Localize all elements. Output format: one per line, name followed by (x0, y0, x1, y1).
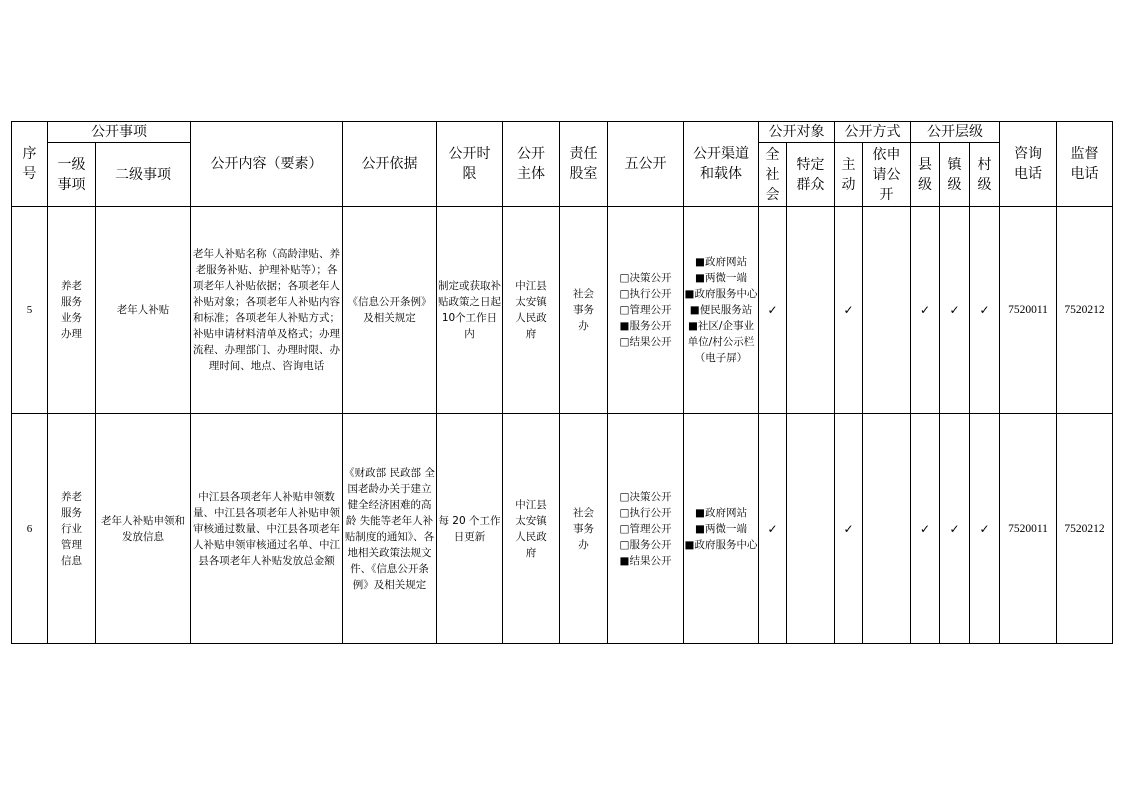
channel-item: ■政府网站 (695, 506, 747, 519)
row-target-specific (787, 414, 835, 644)
five-result: ■结果公开 (619, 554, 672, 567)
row-seq: 6 (12, 414, 48, 644)
header-consult: 咨询 电话 (1000, 122, 1057, 207)
row-consult-phone: 7520011 (1000, 207, 1057, 414)
row-supervise-phone: 7520212 (1057, 207, 1113, 414)
channel-item: ■政府网站 (695, 256, 747, 268)
row-content: 中江县各项老年人补贴申领数量、中江县各项老年人补贴申领审核通过数量、中江县各项老年人补贴申领审核通过名单、中江县各项老年人补贴发放总金额 (191, 414, 343, 644)
header-five: 五公开 (608, 122, 684, 207)
row-time: 每 20 个工作日更新 (437, 414, 503, 644)
channel-item: ■政府服务中心 (684, 538, 758, 551)
row-level2: 老年人补贴 (96, 207, 191, 414)
header-open-items: 公开事项 (48, 122, 191, 143)
header-town: 镇 级 (940, 143, 970, 207)
row-channel (684, 414, 759, 644)
row-subject: 中江县 太安镇 人民政 府 (503, 414, 560, 644)
row-method-apply (863, 414, 911, 644)
row-supervise-phone: 7520212 (1057, 414, 1113, 644)
row-seq: 5 (12, 207, 48, 414)
row-town: ✓ (940, 414, 970, 644)
row-method-active: ✓ (835, 207, 863, 414)
channel-item: ■两微一端 (695, 522, 747, 535)
row-channel (684, 207, 759, 414)
row-time: 制定或获取补贴政策之日起10个工作日内 (437, 207, 503, 414)
row-village: ✓ (970, 414, 1000, 644)
row-five (608, 207, 684, 414)
row-consult-phone: 7520011 (1000, 414, 1057, 644)
row-target-specific (787, 207, 835, 414)
row-target-all: ✓ (759, 207, 787, 414)
row-office: 社会 事务 办 (560, 414, 608, 644)
header-level2: 二级事项 (96, 143, 191, 207)
header-level1: 一级 事项 (48, 143, 96, 207)
header-office: 责任 股室 (560, 122, 608, 207)
table-row (12, 207, 1113, 414)
channel-item: ■便民服务站 (689, 304, 753, 316)
header-county: 县 级 (911, 143, 940, 207)
row-target-all: ✓ (759, 414, 787, 644)
five-service: □服务公开 (619, 538, 672, 551)
header-method-apply: 依申 请公 开 (863, 143, 911, 207)
header-village: 村 级 (970, 143, 1000, 207)
row-five (608, 414, 684, 644)
five-service: ■服务公开 (619, 320, 672, 332)
header-subject: 公开 主体 (503, 122, 560, 207)
header-channel: 公开渠道 和载体 (684, 122, 759, 207)
disclosure-table (11, 121, 1113, 644)
row-method-active: ✓ (835, 414, 863, 644)
five-decision: □决策公开 (619, 490, 672, 503)
header-row-1 (12, 122, 1113, 143)
row-method-apply (863, 207, 911, 414)
row-content: 老年人补贴名称（高龄津贴、养老服务补贴、护理补贴等）；各项老年人补贴依据；各项老年人补贴对象；各项老年人补贴内容和标准；各项老年人补贴方式；补贴申请材料清单及格式；办理流程、办理部门、办理时限、办理时间、地点、咨询电话 (191, 207, 343, 414)
header-target-all: 全 社 会 (759, 143, 787, 207)
table-row (12, 414, 1113, 644)
row-county: ✓ (911, 207, 940, 414)
header-target-specific: 特定 群众 (787, 143, 835, 207)
row-level1: 养老 服务 行业 管理 信息 (48, 414, 96, 644)
header-seq: 序 号 (12, 122, 48, 207)
row-basis: 《信息公开条例》及相关规定 (343, 207, 437, 414)
header-supervise: 监督 电话 (1057, 122, 1113, 207)
five-management: □管理公开 (619, 304, 672, 316)
row-county: ✓ (911, 414, 940, 644)
row-level2: 老年人补贴申领和发放信息 (96, 414, 191, 644)
row-basis: 《财政部 民政部 全国老龄办关于建立健全经济困难的高龄 失能等老年人补贴制度的通知》、各地相关政策法规文件、《信息公开条例》及相关规定 (343, 414, 437, 644)
five-execution: □执行公开 (619, 506, 672, 519)
header-level: 公开层级 (911, 122, 1000, 143)
channel-item: ■两微一端 (695, 272, 747, 284)
header-method: 公开方式 (835, 122, 911, 143)
header-content: 公开内容（要素） (191, 122, 343, 207)
five-result: □结果公开 (619, 336, 672, 348)
channel-item: ■政府服务中心 (684, 288, 758, 300)
five-execution: □执行公开 (619, 288, 672, 300)
header-method-active: 主 动 (835, 143, 863, 207)
five-decision: □决策公开 (619, 272, 672, 284)
five-management: □管理公开 (619, 522, 672, 535)
row-town: ✓ (940, 207, 970, 414)
header-basis: 公开依据 (343, 122, 437, 207)
row-level1: 养老 服务 业务 办理 (48, 207, 96, 414)
header-target: 公开对象 (759, 122, 835, 143)
row-village: ✓ (970, 207, 1000, 414)
channel-item: ■社区/企事业单位/村公示栏（电子屏） (687, 320, 755, 364)
row-office: 社会 事务 办 (560, 207, 608, 414)
row-subject: 中江县 太安镇 人民政 府 (503, 207, 560, 414)
header-time: 公开时 限 (437, 122, 503, 207)
